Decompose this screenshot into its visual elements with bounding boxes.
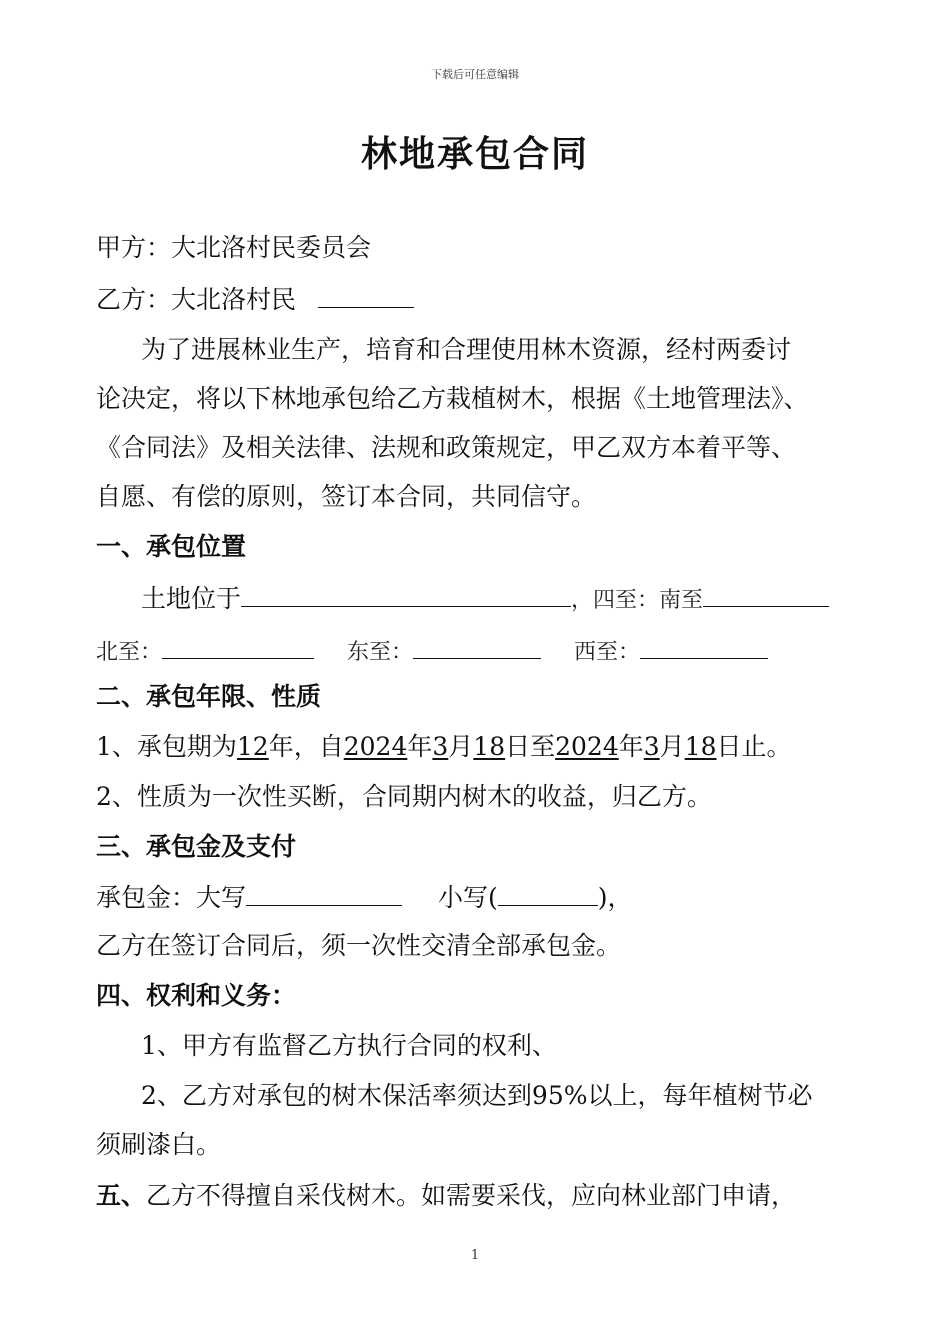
term-line [96,731,792,763]
term-text-a: 1、承包期为 [96,732,237,761]
rights-item-1: 1、甲方有监督乙方执行合同的权利、 [141,1031,557,1060]
amount-lower-blank[interactable] [498,881,598,906]
term-text-d: 月 [448,732,474,761]
east-blank[interactable] [413,634,541,659]
west-blank[interactable] [640,634,768,659]
start-year: 2024 [343,732,408,761]
section-3-heading: 三、承包金及支付 [96,832,297,861]
amount-upper-label: 承包金：大写 [96,883,247,912]
location-blank[interactable] [241,582,571,607]
nature-line: 2、性质为一次性买断，合同期内树木的收益，归乙方。 [96,782,712,811]
header-note: 下载后可任意编辑 [431,68,519,81]
term-text-b: 年，自 [268,732,344,761]
start-day: 18 [473,732,506,761]
bounds-line [96,634,768,669]
location-line [141,582,829,617]
term-text-f: 年 [618,732,644,761]
amount-lower-open: 小写( [437,883,498,912]
end-day: 18 [684,732,717,761]
party-b-blank[interactable] [318,283,414,308]
term-text-g: 月 [659,732,685,761]
intro-line-3: 《合同法》及相关法律、法规和政策规定，甲乙双方本着平等、 [96,433,797,462]
term-text-c: 年 [407,732,433,761]
intro-line-2: 论决定，将以下林地承包给乙方栽植树木，根据《土地管理法》、 [96,384,809,413]
section-4-heading: 四、权利和义务： [96,981,297,1010]
section-5-label: 五、 [96,1181,147,1210]
rights-item-2b: 须刷漆白。 [96,1130,222,1159]
west-label: 西至： [574,640,641,665]
section-1-heading: 一、承包位置 [96,532,247,561]
section-2-heading: 二、承包年限、性质 [96,682,322,711]
north-blank[interactable] [162,634,314,659]
location-prefix: 土地位于 [141,584,242,613]
four-bounds-label: ，四至：南至 [571,588,704,613]
amount-upper-blank[interactable] [246,881,402,906]
rights-item-2a: 2、乙方对承包的树木保活率须达到95%以上，每年植树节必 [141,1081,813,1110]
end-month: 3 [643,732,660,761]
section-5-line [96,1180,796,1212]
east-label: 东至： [347,640,414,665]
amount-line [96,881,633,914]
party-b [96,283,414,316]
amount-lower-close: )， [597,883,633,912]
party-a: 甲方：大北洛村民委员会 [96,233,372,262]
section-5-text: 乙方不得擅自采伐树木。如需要采伐，应向林业部门申请， [146,1181,797,1210]
intro-line-1: 为了进展林业生产，培育和合理使用林木资源，经村两委讨 [141,335,792,364]
intro-line-4: 自愿、有偿的原则，签订本合同，共同信守。 [96,482,597,511]
party-b-label: 乙方：大北洛村民 [96,285,297,314]
document-title: 林地承包合同 [360,133,589,175]
term-text-h: 日止。 [716,732,792,761]
term-years: 12 [236,732,269,761]
payment-line: 乙方在签订合同后，须一次性交清全部承包金。 [96,931,622,960]
start-month: 3 [432,732,449,761]
term-text-e: 日至 [505,732,556,761]
page-number: 1 [470,1248,480,1263]
end-year: 2024 [555,732,619,761]
north-label: 北至： [96,640,163,665]
south-blank[interactable] [703,582,829,607]
